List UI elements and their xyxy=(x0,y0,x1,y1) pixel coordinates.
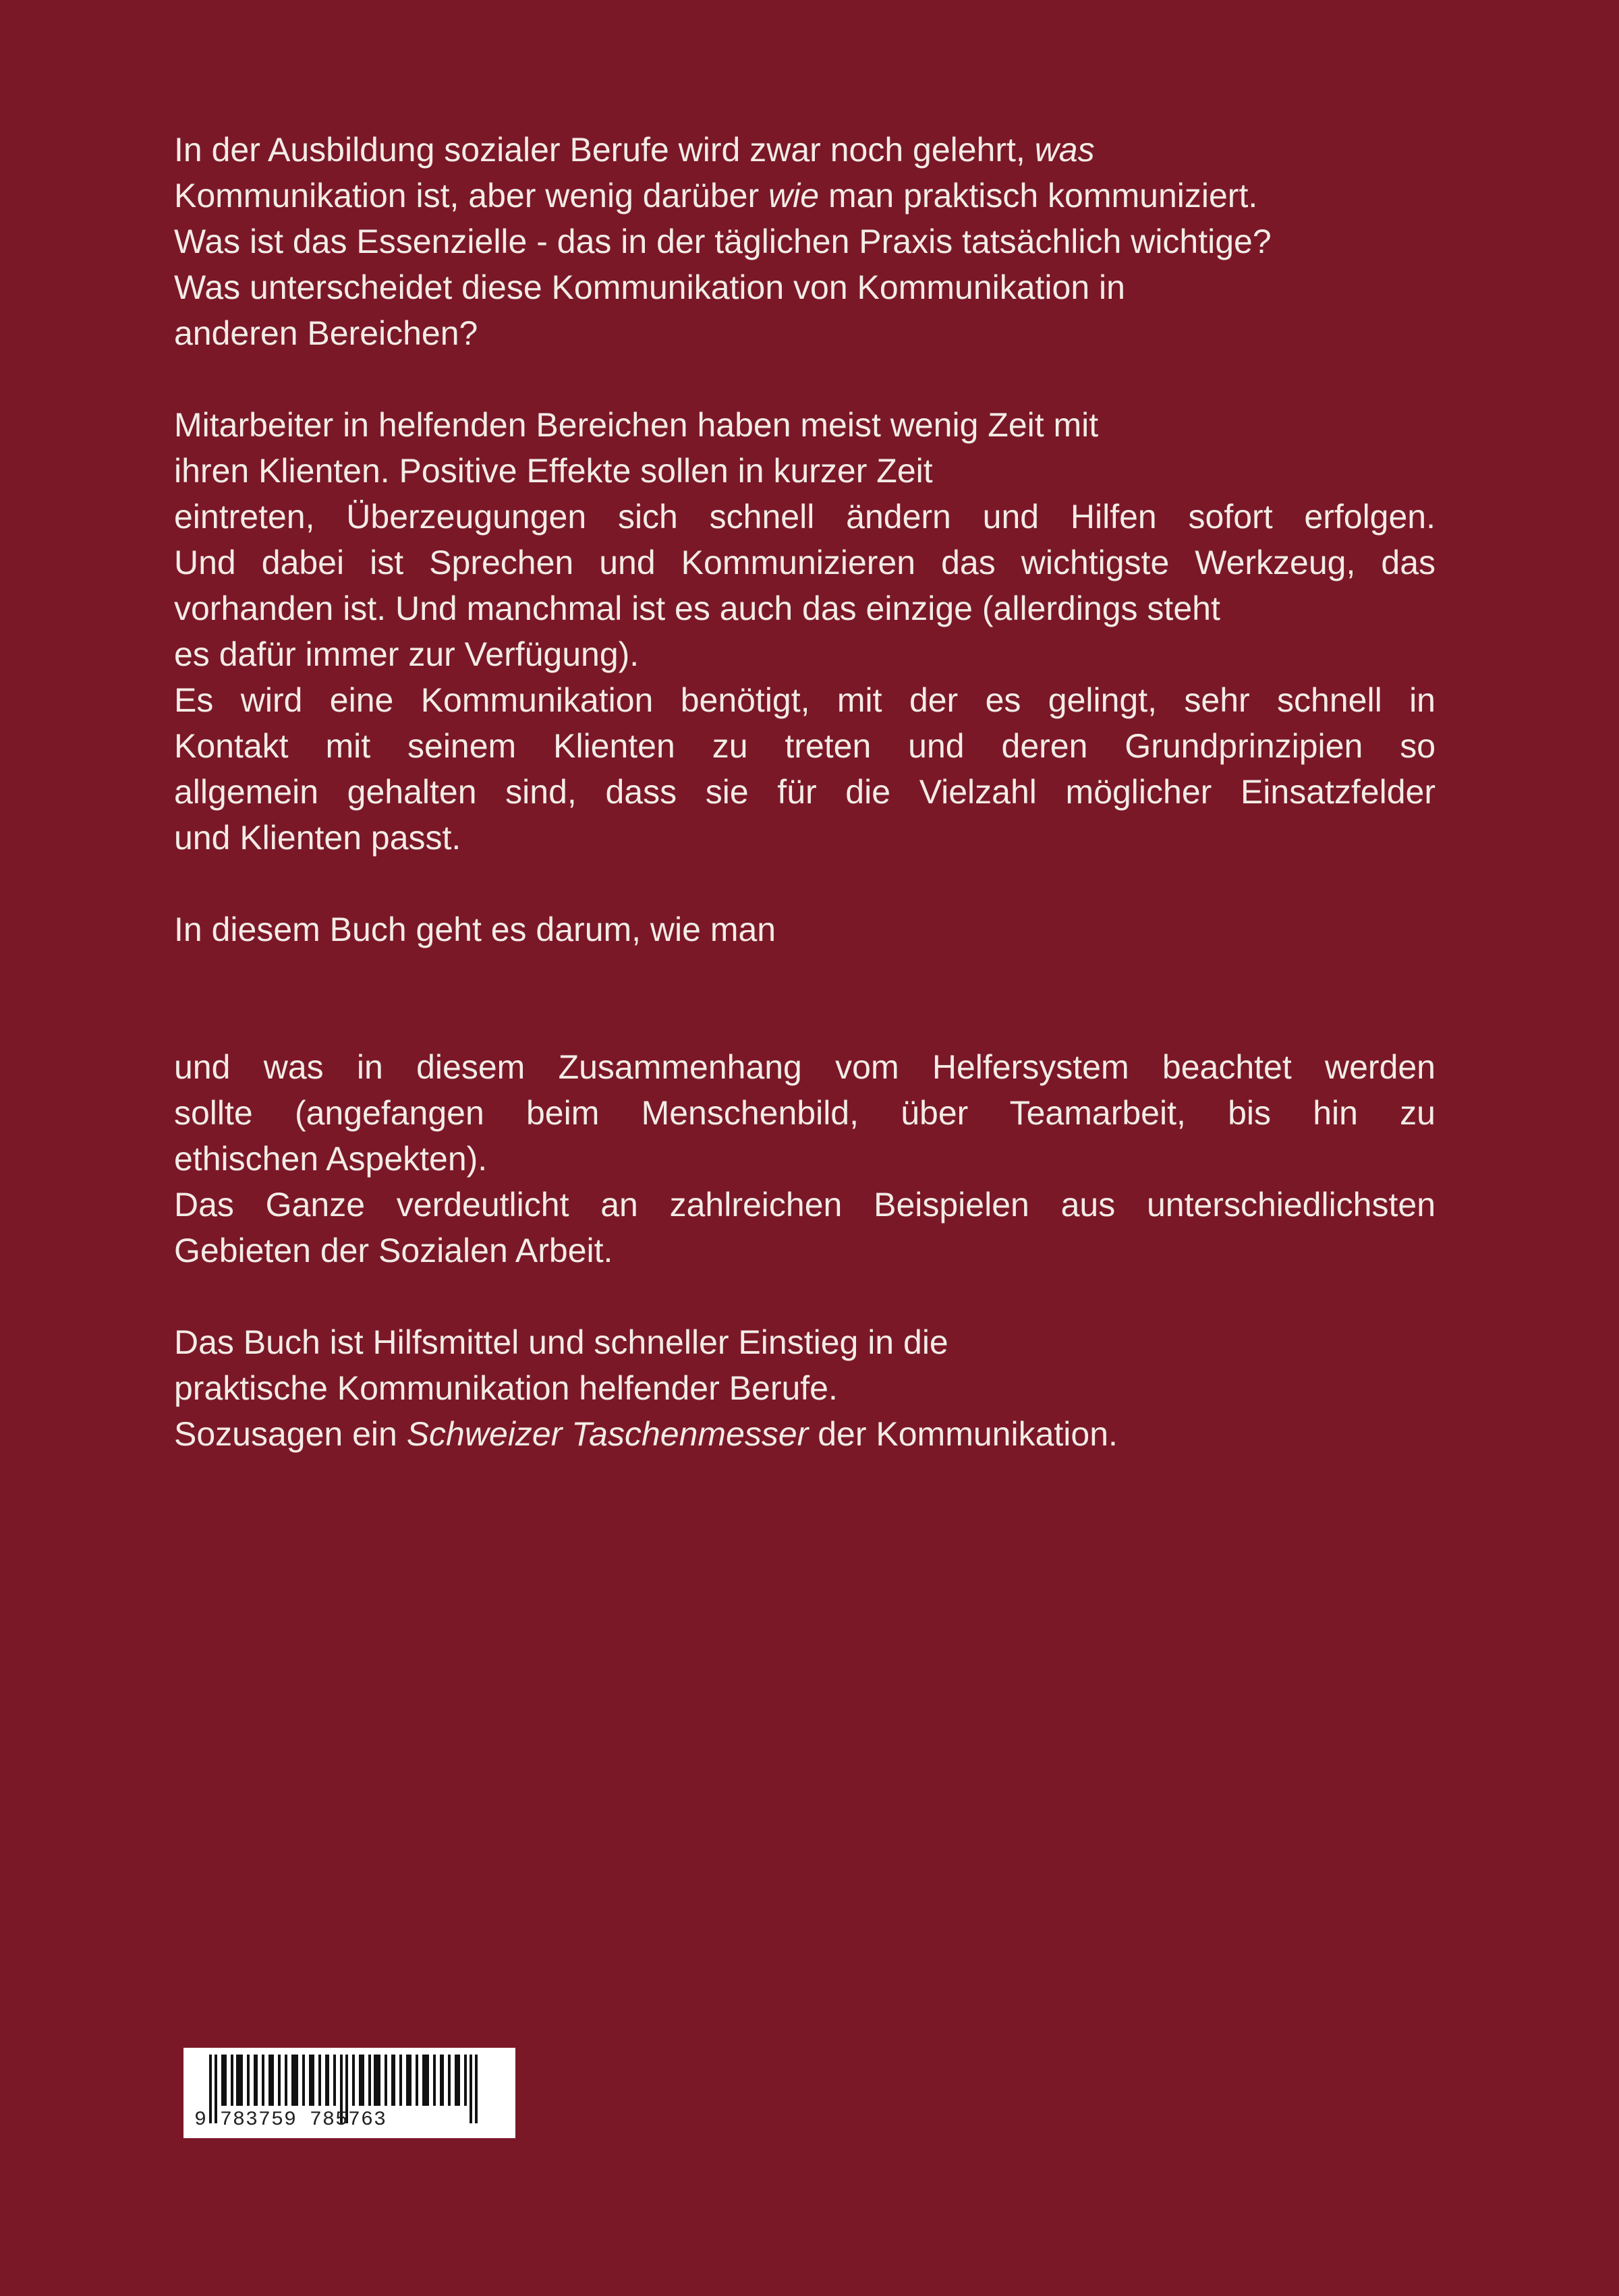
paragraph-gap xyxy=(174,356,1436,402)
closing-paragraph xyxy=(174,1319,1436,1457)
text-line: Kontakt mit seinem Klienten zu treten und deren Grundprinzipien so xyxy=(174,727,1436,765)
paragraph-gap xyxy=(174,1273,1436,1319)
text-line: Das Buch ist Hilfsmittel und schneller Einstieg in die xyxy=(174,1323,948,1361)
topic-intro-paragraph xyxy=(174,907,1436,952)
isbn-number: 9 783759 785763 xyxy=(194,2108,387,2131)
text-line: In der Ausbildung sozialer Berufe wird zwar noch gelehrt, was xyxy=(174,131,1095,169)
emphasis-was: was xyxy=(1034,131,1095,169)
text-line: Was unterscheidet diese Kommunikation von Kommunikation in xyxy=(174,268,1125,306)
paragraph-gap xyxy=(174,998,1436,1044)
text-line: und Klienten passt. xyxy=(174,819,461,857)
text-line: In diesem Buch geht es darum, wie man xyxy=(174,911,776,948)
text-line: vorhanden ist. Und manchmal ist es auch das einzige (allerdings steht xyxy=(174,590,1220,627)
text-line: Gebieten der Sozialen Arbeit. xyxy=(174,1232,613,1269)
text-line: allgemein gehalten sind, dass sie für die Vielzahl möglicher Einsatzfelder xyxy=(174,773,1436,811)
text-line: eintreten, Überzeugungen sich schnell ändern und Hilfen sofort erfolgen. xyxy=(174,498,1436,536)
text-line: ihren Klienten. Positive Effekte sollen in kurzer Zeit xyxy=(174,452,933,490)
text-line: praktische Kommunikation helfender Berufe. xyxy=(174,1369,838,1407)
intro-paragraph xyxy=(174,127,1436,356)
text-line: Und dabei ist Sprechen und Kommunizieren das wichtigste Werkzeug, das xyxy=(174,544,1436,581)
text-line: sollte (angefangen beim Menschenbild, über Teamarbeit, bis hin zu xyxy=(174,1094,1436,1132)
text-line: anderen Bereichen? xyxy=(174,314,478,352)
text-line: und was in diesem Zusammenhang vom Helfersystem beachtet werden xyxy=(174,1048,1436,1086)
text-line: ethischen Aspekten). xyxy=(174,1140,488,1178)
text-line: Es wird eine Kommunikation benötigt, mit der es gelingt, sehr schnell in xyxy=(174,681,1436,719)
context-paragraph xyxy=(174,402,1436,861)
text-line: Was ist das Essenzielle - das in der täglichen Praxis tatsächlich wichtige? xyxy=(174,223,1272,260)
isbn-barcode xyxy=(183,2048,515,2138)
text-line: Sozusagen ein Schweizer Taschenmesser der Kommunikation. xyxy=(174,1415,1118,1453)
text-line: Das Ganze verdeutlicht an zahlreichen Beispielen aus unterschiedlichsten xyxy=(174,1186,1436,1224)
paragraph-gap xyxy=(174,952,1436,998)
scope-paragraph xyxy=(174,1044,1436,1273)
blurb-text xyxy=(174,127,1436,1457)
text-line: es dafür immer zur Verfügung). xyxy=(174,635,640,673)
text-line: Mitarbeiter in helfenden Bereichen haben meist wenig Zeit mit xyxy=(174,406,1099,444)
emphasis-wie: wie xyxy=(768,177,820,214)
paragraph-gap xyxy=(174,861,1436,907)
text-line: Kommunikation ist, aber wenig darüber wie man praktisch kommuniziert. xyxy=(174,177,1258,214)
emphasis-schweizer-taschenmesser: Schweizer Taschenmesser xyxy=(406,1415,809,1453)
